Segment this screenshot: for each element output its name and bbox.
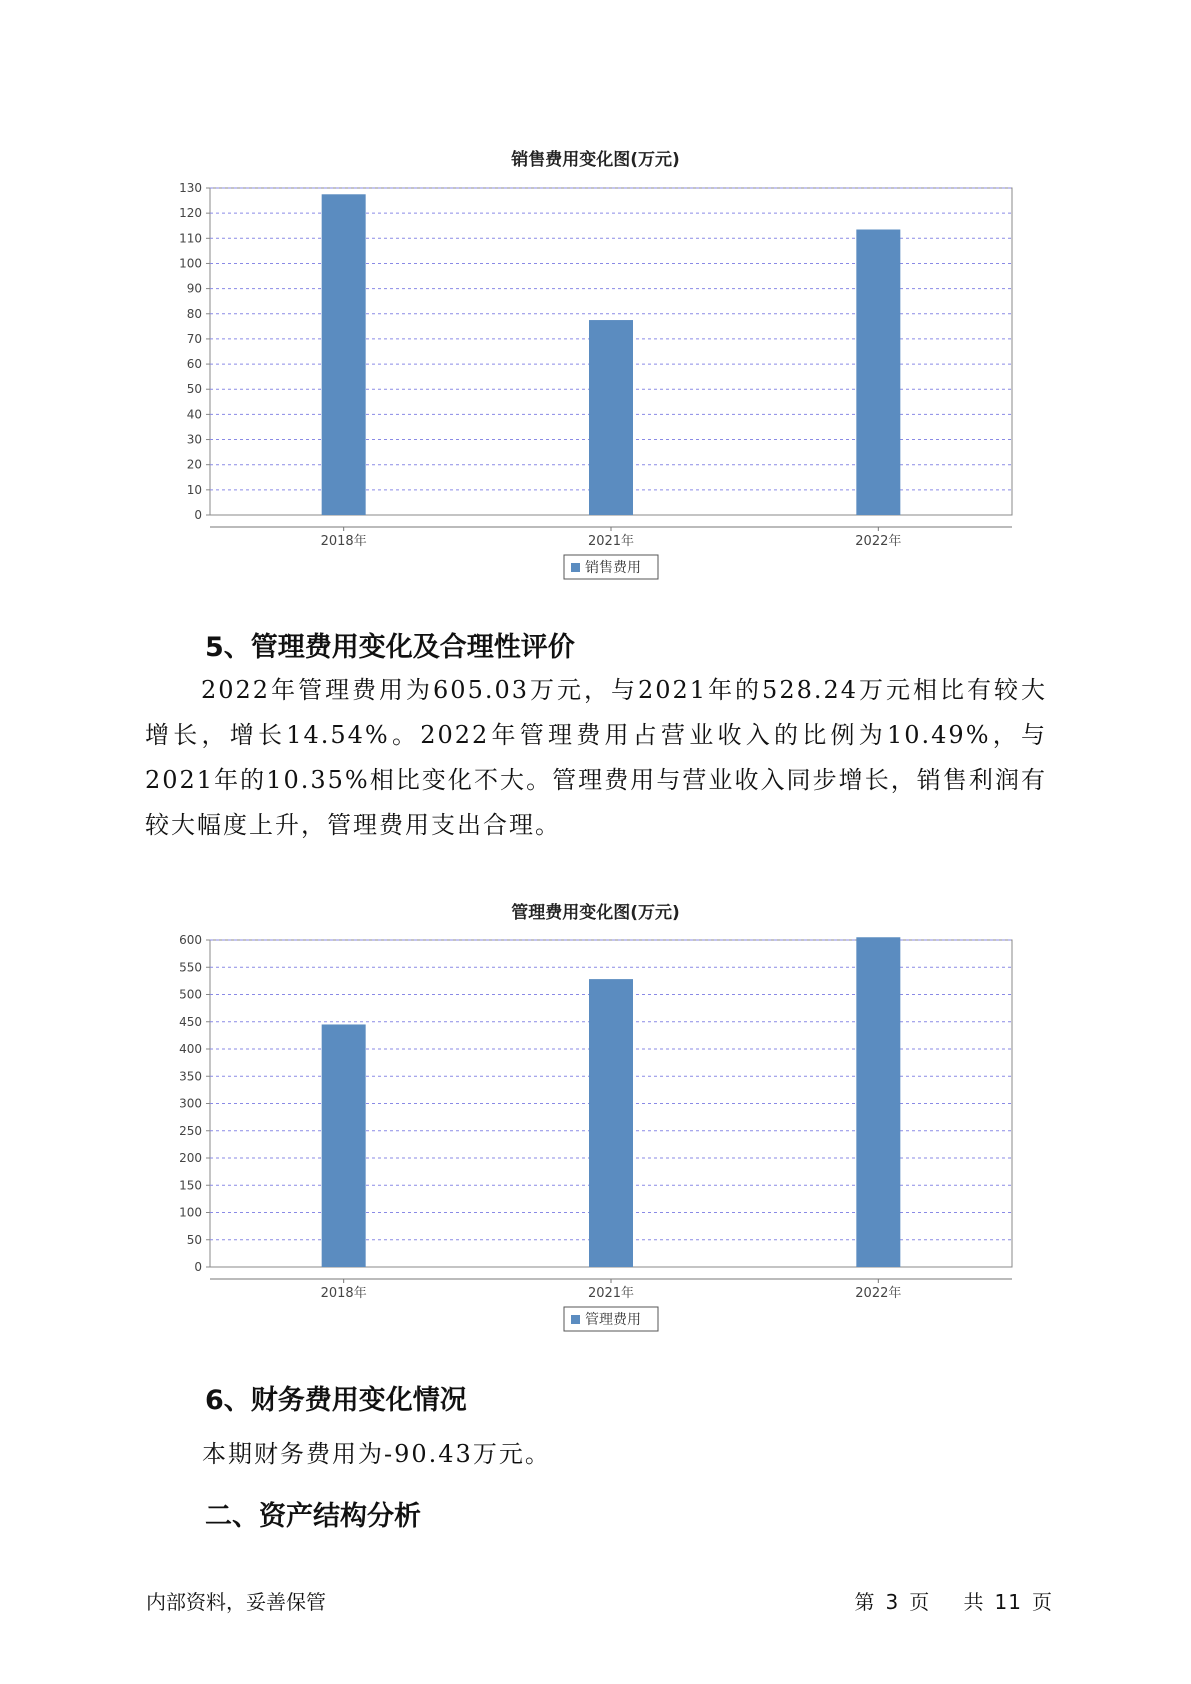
legend-label: 管理费用 xyxy=(585,1312,641,1328)
y-tick-label: 100 xyxy=(179,1205,202,1220)
sales-expense-chart xyxy=(0,170,1191,590)
footer-page-info xyxy=(844,1586,1053,1615)
x-tick-label: 2022年 xyxy=(855,534,902,549)
x-tick-label: 2021年 xyxy=(587,534,635,549)
legend-swatch xyxy=(571,1315,580,1324)
legend-swatch xyxy=(571,563,580,572)
y-tick-label: 100 xyxy=(179,256,202,271)
y-tick-label: 10 xyxy=(186,482,202,497)
y-tick-label: 0 xyxy=(194,508,202,522)
chart-title-sales: 销售费用变化图(万元) xyxy=(511,150,680,170)
y-tick-label: 500 xyxy=(179,987,202,1002)
y-tick-label: 450 xyxy=(179,1014,202,1029)
y-tick-label: 300 xyxy=(179,1096,202,1111)
bar xyxy=(589,320,633,515)
x-tick-label: 2018年 xyxy=(320,1286,367,1301)
y-tick-label: 0 xyxy=(194,1260,202,1274)
y-tick-label: 130 xyxy=(179,181,202,195)
section-2-heading: 二、资产结构分析 xyxy=(205,1501,421,1532)
section-6-heading: 6、财务费用变化情况 xyxy=(205,1385,467,1416)
legend-label: 销售费用 xyxy=(585,560,641,576)
total-prefix: 共 xyxy=(963,1590,985,1614)
total-unit: 页 xyxy=(1032,1590,1053,1614)
y-tick-label: 80 xyxy=(186,306,202,321)
bar xyxy=(856,937,900,1267)
x-tick-label: 2022年 xyxy=(855,1286,902,1301)
y-tick-label: 250 xyxy=(179,1123,202,1138)
y-tick-label: 110 xyxy=(179,231,202,246)
section-6-paragraph: 本期财务费用为-90.43万元。 xyxy=(202,1440,551,1468)
bar xyxy=(322,1024,366,1267)
y-tick-label: 40 xyxy=(186,407,202,422)
y-tick-label: 550 xyxy=(179,960,202,975)
y-tick-label: 90 xyxy=(186,281,202,296)
y-tick-label: 350 xyxy=(179,1069,202,1084)
total-pages: 11 xyxy=(994,1590,1022,1614)
y-tick-label: 600 xyxy=(179,933,202,947)
x-tick-label: 2021年 xyxy=(587,1286,635,1301)
y-tick-label: 200 xyxy=(179,1151,202,1165)
section-5-paragraph: 2022年管理费用为605.03万元，与2021年的528.24万元相比有较大增长，增长14.54%。2022年管理费用占营业收入的比例为10.49%，与2021年的10.35%相比变化不大。管理费用与营业收入同步增长，销售利润有较大幅度上升，管理费用支出合理。 xyxy=(145,676,1047,839)
footer-confidential: 内部资料，妥善保管 xyxy=(146,1590,326,1614)
bar xyxy=(322,194,366,515)
y-tick-label: 150 xyxy=(179,1178,202,1193)
x-tick-label: 2018年 xyxy=(320,534,367,549)
y-tick-label: 120 xyxy=(179,206,202,221)
bar xyxy=(589,979,633,1267)
y-tick-label: 70 xyxy=(186,331,202,346)
page-prefix: 第 xyxy=(854,1590,876,1614)
bar xyxy=(856,230,900,515)
chart-title-admin: 管理费用变化图(万元) xyxy=(511,903,680,923)
page-unit: 页 xyxy=(909,1590,931,1614)
y-tick-label: 20 xyxy=(186,457,202,472)
y-tick-label: 400 xyxy=(179,1042,202,1056)
y-tick-label: 30 xyxy=(186,432,202,447)
y-tick-label: 60 xyxy=(186,357,202,372)
section-5-heading: 5、管理费用变化及合理性评价 xyxy=(205,632,575,663)
y-tick-label: 50 xyxy=(186,382,202,397)
y-tick-label: 50 xyxy=(186,1232,202,1247)
admin-expense-chart xyxy=(0,922,1191,1342)
page-number: 3 xyxy=(885,1590,900,1614)
